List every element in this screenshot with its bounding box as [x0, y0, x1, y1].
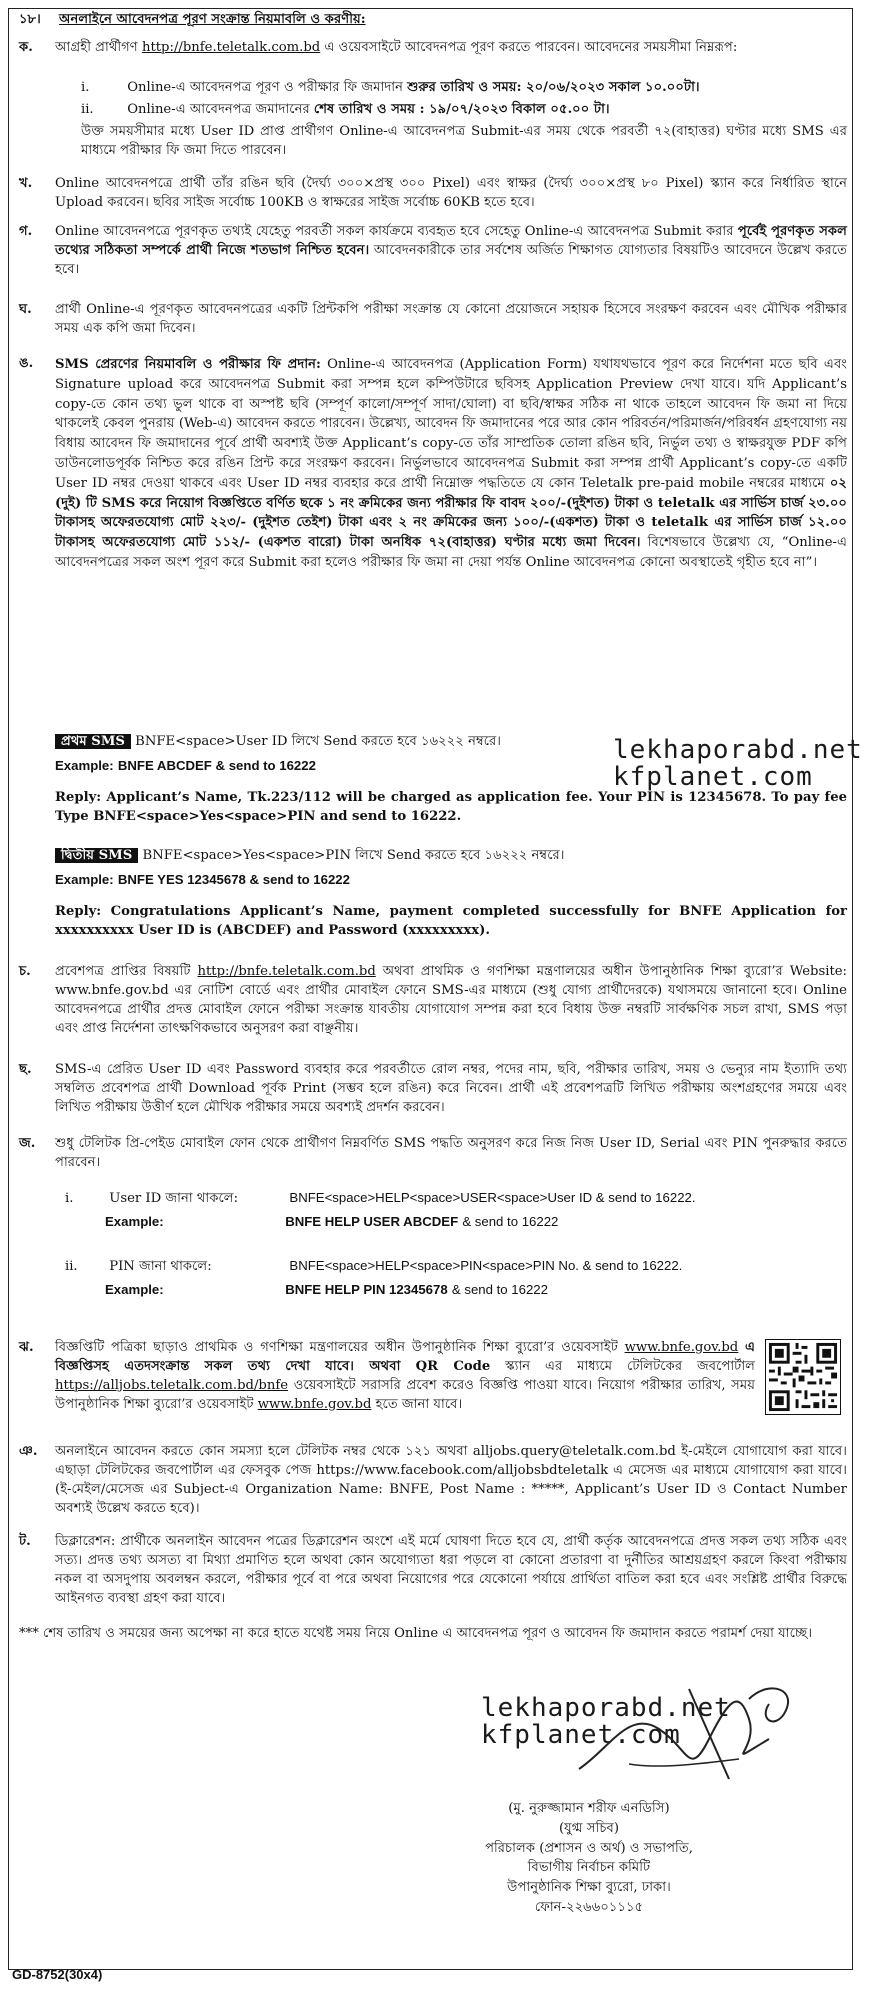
start-date: শুরুর তারিখ ও সময়: ২০/০৬/২০২৩ সকাল ১০.০০টা। — [407, 80, 700, 95]
item-jh — [55, 1339, 755, 1415]
item-nya: অনলাইনে আবেদন করতে কোন সমস্যা হলে টেলিটক নম্বর থেকে ১২১ অথবা alljobs.query@teletalk.com.bd ই-মেইলে যোগাযোগ করা যাবে। এছাড়া টেলিটকের জবপোর্টাল এর ফেসবুক পেজ https://www.facebook.com/alljobsbdteletalk এ মেসেজ এর মাধ্যমে যোগাযোগ করা যাবে। (ই-মেইল/মেসেজ এর Subject-এ Organization Name: BNFE, Post Name : *****, Applicant’s User ID ও Contact Number অবশ্যই উল্লেখ করতে হবে)। — [55, 1444, 847, 1516]
item-ch-text: প্রবেশপত্র প্রাপ্তির বিষয়টি — [55, 964, 191, 979]
item-gh-marker: ঘ. — [19, 302, 32, 317]
footnote: *** শেষ তারিখ ও সময়ের জন্য অপেক্ষা না করে হাতে যথেষ্ট সময় নিয়ে Online এ আবেদনপত্র পূরণ ও আবেদন ফি জমাদান করতে পরামর্শ দেয়া যাচ্ছে। — [19, 1626, 813, 1641]
item-k-i-label: i. — [81, 80, 90, 95]
item-t-marker: ট. — [19, 1534, 31, 1549]
recover-pin — [65, 1257, 845, 1277]
item-kh: Online আবেদনপত্রে প্রার্থী তাঁর রঙিন ছবি (দৈর্ঘ্য ৩০০×প্রস্থ ৩০০ Pixel) এবং স্বাক্ষর (দৈর্ঘ্য ৩০০×প্রস্থ ৮০ Pixel) স্ক্যান করে নির্ধারিত স্থানে Upload করবেন। ছবির সাইজ সর্বোচ্চ 100KB ও স্বাক্ষরের সাইজ সর্বোচ্চ 60KB হতে হবে। — [55, 176, 847, 210]
recover-ii-pre: PIN জানা থাকলে: — [109, 1259, 212, 1274]
item-g — [55, 223, 847, 280]
item-k — [55, 39, 847, 58]
section-heading — [19, 11, 839, 30]
sms1-reply: Reply: Applicant’s Name, Tk.223/112 will be charged as application fee. Your PIN is 12345678. To pay fee Type BNFE<space>Yes<space>PIN and send to 16222. — [55, 790, 847, 824]
item-j-marker: জ. — [19, 1136, 36, 1151]
item-g-bold: পূর্বেই পূরণকৃত সকল তথ্যের সঠিকতা সম্পর্কে প্রার্থী নিজে শতভাগ নিশ্চিত হবেন। — [55, 224, 847, 258]
item-jh-text-3: ওয়েবসাইটে সরাসরি প্রবেশ করেও বিজ্ঞপ্তি পাওয়া যাবে। নিয়োগ পরীক্ষার তারিখ, সময় উপানুষ্ঠানিক শিক্ষা ব্যুরো’র ওয়েবসাইট — [55, 1377, 755, 1412]
sms1-example-text: BNFE ABCDEF & send to 16222 — [117, 758, 316, 773]
item-g-marker: গ. — [19, 224, 33, 239]
bnfe-site-link-2[interactable]: www.bnfe.gov.bd — [257, 1396, 372, 1412]
item-ch-marker: চ. — [19, 964, 31, 979]
sms1-instruction — [55, 733, 575, 752]
sms2-reply: Reply: Congratulations Applicant’s Name, payment completed successfully for BNFE Application for xxxxxxxxxx User ID is (ABCDEF) and Password (xxxxxxxxx). — [55, 904, 847, 938]
recover-i-label: i. — [65, 1191, 74, 1206]
notice-page — [8, 8, 863, 1970]
item-k-marker: ক. — [19, 40, 33, 55]
item-chh: SMS-এ প্রেরিত User ID এবং Password ব্যবহার করে পরবর্তীতে রোল নম্বর, পদের নাম, ছবি, পরীক্ষার তারিখ, সময় ও ভেন্যুর নাম ইত্যাদি তথ্য সম্বলিত প্রবেশপত্র প্রার্থী Download পূর্বক Print (সম্ভব হলে রঙিন) করে নিবেন। প্রার্থী এই প্রবেশপত্রটি লিখিত পরীক্ষায় অংশগ্রহণের সময়ে এবং লিখিত পরীক্ষায় উত্তীর্ণ হলে মৌখিক পরীক্ষার সময়ে অবশ্যই প্রদর্শন করবেন। — [55, 1062, 847, 1115]
item-k-text: আগ্রহী প্রার্থীগণ — [55, 40, 138, 55]
item-ng — [55, 355, 847, 573]
bnfe-site-link[interactable]: www.bnfe.gov.bd — [624, 1340, 739, 1355]
watermark-line-2: kfplanet.com — [613, 762, 813, 793]
sms2-example-label: Example: — [55, 872, 114, 887]
sms2-example — [55, 871, 615, 891]
recover-i-pre: User ID জানা থাকলে: — [109, 1191, 239, 1206]
recover-i-cmd: BNFE<space>HELP<space>USER<space>User ID & send to 16222. — [289, 1190, 696, 1205]
sms1-instr: BNFE<space>User ID লিখে Send করতে হবে ১৬২২২ নম্বরে। — [135, 734, 501, 749]
item-kh-marker: খ. — [19, 176, 33, 191]
watermark-1 — [613, 737, 863, 792]
item-nya-marker: ঞ. — [19, 1444, 38, 1459]
gd-code: GD-8752(30x4) — [12, 1967, 103, 1982]
item-k-i-text: Online-এ আবেদনপত্র পূরণ ও পরীক্ষার ফি জমাদান — [127, 80, 403, 95]
sms-fee-heading: SMS প্রেরণের নিয়মাবলি ও পরীক্ষার ফি প্রদান: — [55, 357, 321, 372]
recover-ii-ex-post: & send to 16222 — [451, 1282, 548, 1297]
sms2-tag: দ্বিতীয় SMS — [55, 848, 138, 863]
item-g-text-2: আবেদনকারীকে তার সর্বশেষ অর্জিত শিক্ষাগত যোগ্যতার বিষয়টিও আবেদনে উল্লেখ করতে হবে। — [55, 242, 847, 277]
item-jh-marker: ঝ. — [19, 1340, 34, 1355]
recover-i-ex-label: Example: — [105, 1214, 164, 1229]
signature-block — [429, 1799, 749, 1918]
item-jh-text-2: স্ক্যান এর মাধ্যমে টেলিটকের জবপোর্টাল — [505, 1358, 755, 1374]
sms1-example-label: Example: — [55, 758, 114, 773]
alljobs-link[interactable]: https://alljobs.teletalk.com.bd/bnfe — [55, 1377, 289, 1393]
sms1-example — [55, 757, 575, 777]
item-j: শুধু টেলিটক প্রি-পেইড মোবাইল ফোন থেকে প্রার্থীগণ নিম্নবর্ণিত SMS পদ্ধতি অনুসরণ করে নিজ নিজ User ID, Serial এবং PIN পুনরুদ্ধার করতে পারবেন। — [55, 1136, 847, 1170]
recover-userid — [65, 1189, 845, 1209]
admit-card-link[interactable]: http://bnfe.teletalk.com.bd — [197, 964, 376, 979]
item-k-text-2: এ ওয়েবসাইটে আবেদনপত্র পূরণ করতে পারবেন। আবেদনের সময়সীমা নিম্নরূপ: — [324, 40, 738, 55]
sms2-instr: BNFE<space>Yes<space>PIN লিখে Send করতে হবে ১৬২২২ নম্বরে। — [142, 848, 565, 863]
qr-code-icon — [765, 1339, 841, 1415]
item-k-i — [81, 79, 851, 98]
item-ng-text: Online-এ আবেদনপত্র (Application Form) যথাযথভাবে পূরণ করে নির্দেশনা মতে ছবি এবং Signature upload করে আবেদনপত্র Submit করা সম্পন্ন হলে কম্পিউটারে ছবিসহ Application Preview দেখা যাবে। যদি Applicant’s copy-তে কোন তথ্য ভুল থাকে বা অস্পষ্ট ছবি (সম্পূর্ণ কালো/সম্পূর্ণ সাদা/ঘোলা) বা ছবি/স্বাক্ষর সঠিক না থাকে তাহলে আবেদন ফি জমা না দিয়ে থাকলেই কেবল পুনরায় (Web-এ) আবেদন করতে পারবেন। উল্লেখ্য, আবেদন ফি জমাদানের পরে আর কোন পরিবর্তন/পরিমার্জন/পরিবর্ধন গ্রহণযোগ্য নয় বিধায় আবেদন ফি জমাদানের পূর্বে প্রার্থী অবশ্যই উক্ত Applicant’s copy-তে তাঁর সাম্প্রতিক তোলা রঙিন ছবি, নির্ভুল তথ্য ও স্বাক্ষরযুক্ত PDF কপি ডাউনলোডপূর্বক নিশ্চিত করে রঙিন প্রিন্ট করে সংরক্ষণ করবেন। নির্ভুলভাবে আবেদনপত্র Submit করা সম্পন্ন প্রার্থী Applicant’s copy-তে একটি User ID নম্বর দেওয়া থাকবে এবং User ID নম্বর ব্যবহার করে প্রার্থী নিম্নোক্ত পদ্ধতিতে যে কোন Teletalk pre-paid mobile নম্বরের মাধ্যমে — [55, 357, 847, 491]
signatory-title-3: উপানুষ্ঠানিক শিক্ষা ব্যুরো, ঢাকা। — [507, 1880, 671, 1896]
signatory-phone: ফোন-২২৬৬০১১১৫ — [534, 1899, 644, 1915]
item-gh: প্রার্থী Online-এ পূরণকৃত আবেদনপত্রের একটি প্রিন্টকপি পরীক্ষা সংক্রান্ত যে কোনো প্রয়োজনে সহায়ক হিসেবে সংরক্ষণ করবেন এবং মৌখিক পরীক্ষার সময় এক কপি জমা দিবেন। — [55, 302, 847, 336]
signatory-title-1: পরিচালক (প্রশাসন ও অর্থ) ও সভাপতি, — [485, 1840, 693, 1856]
sms2-example-text: BNFE YES 12345678 & send to 16222 — [117, 872, 350, 887]
item-k-note: উক্ত সময়সীমার মধ্যে User ID প্রাপ্ত প্রার্থীগণ Online-এ আবেদনপত্র Submit-এর সময় থেকে পরবর্তী ৭২(বাহাত্তর) ঘণ্টার মধ্যে SMS এর মাধ্যমে পরীক্ষার ফি জমা দিতে পারবেন। — [81, 124, 847, 158]
watermark-line-1: lekhaporabd.net — [613, 735, 863, 765]
fee-details: ০২ (দুই) টি SMS করে নিয়োগ বিজ্ঞপ্তিতে বর্ণিত ছকে ১ নং ক্রমিকের জন্য পরীক্ষার ফি বাবদ ২০০/-(দুইশত) টাকা ও teletalk এর সার্ভিস চার্জ ২৩.০০ টাকাসহ অফেরতযোগ্য মোট ২২৩/- (দুইশত তেইশ) টাকা এবং ২ নং ক্রমিকের জন্য ১০০/-(একশত) টাকা ও teletalk এর সার্ভিস চার্জ ১২.০০ টাকাসহ অফেরতযোগ্য মোট ১১২/- (একশত বারো) টাকা অনধিক ৭২(বাহাত্তর) ঘণ্টার মধ্যে জমা দিবেন। — [55, 475, 847, 551]
item-k-ii — [81, 101, 851, 120]
item-jh-text-4: হতে জানা যাবে। — [375, 1396, 463, 1412]
teletalk-link[interactable]: http://bnfe.teletalk.com.bd — [141, 40, 321, 55]
item-ch-text-2: অথবা প্রাথমিক ও গণশিক্ষা মন্ত্রণালয়ের অধীন উপানুষ্ঠানিক শিক্ষা ব্যুরো’র Website: www.bnfe.gov.bd এর নোটিশ বোর্ডে এবং প্রার্থীর মোবাইল ফোনে SMS-এর মাধ্যমে (শুধু যোগ্য প্রার্থীদেরকে) যথাসময়ে জানানো হবে। Online আবেদনপত্রে প্রার্থীর প্রদত্ত মোবাইল ফোনে পরীক্ষা সংক্রান্ত যাবতীয় যোগাযোগ সম্পন্ন করা হবে বিধায় উক্ত নম্বরটি সার্বক্ষণিক সচল রাখা, SMS পড়া এবং প্রাপ্ত নির্দেশনা তাৎক্ষণিকভাবে অনুসরণ করা বাঞ্ছনীয়। — [55, 964, 847, 1036]
item-jh-bold: এ বিজ্ঞপ্তিসহ এতদসংক্রান্ত সকল তথ্য দেখা যাবে। অথবা QR Code — [55, 1340, 755, 1374]
signatory-name: (মু. নুরুজ্জামান শরীফ এনডিসি) — [508, 1801, 670, 1816]
item-g-text: Online আবেদনপত্রে পূরণকৃত তথ্যই যেহেতু পরবর্তী সকল কার্যক্রমে ব্যবহৃত হবে সেহেতু Online-এ আবেদনপত্র Submit করার — [55, 224, 734, 239]
item-t: ডিক্লারেশন: প্রার্থীকে অনলাইন আবেদন পত্রের ডিক্লারেশন অংশে এই মর্মে ঘোষণা দিতে হবে যে, প্রার্থী কর্তৃক আবেদনপত্রে প্রদত্ত সকল তথ্য সঠিক এবং সত্য। প্রদত্ত তথ্য অসত্য বা মিথ্যা প্রমাণিত হলে অথবা কোন অযোগ্যতা ধরা পড়লে বা কোনো প্রতারণা বা দুর্নীতির আশ্রয়গ্রহণ করলে কিংবা পরীক্ষায় নকল বা অসদুপায় অবলম্বন করলে, পরীক্ষার পূর্বে বা পরে অথবা নিয়োগের পরে যেকোনো পর্যায়ে প্রার্থিতা বাতিল করা হবে এবং সংশ্লিষ্ট প্রার্থীর বিরুদ্ধে আইনগত ব্যবস্থা গ্রহণ করা যাবে। — [55, 1534, 847, 1606]
item-chh-marker: ছ. — [19, 1062, 32, 1077]
item-k-ii-label: ii. — [81, 102, 94, 117]
recover-ii-label: ii. — [65, 1259, 78, 1274]
watermark-2-line-1: lekhaporabd.net — [481, 1693, 731, 1723]
signatory-rank: (যুগ্ম সচিব) — [559, 1820, 619, 1836]
recover-i-ex: BNFE HELP USER ABCDEF — [285, 1214, 459, 1229]
item-ng-marker: ঙ. — [19, 356, 34, 371]
signature-scribble — [569, 1669, 809, 1789]
item-jh-text: বিজ্ঞপ্তিটি পত্রিকা ছাড়াও প্রাথমিক ও গণশিক্ষা মন্ত্রণালয়ের অধীন উপানুষ্ঠানিক শিক্ষা ব্যুরো’র ওয়েবসাইট — [55, 1340, 618, 1355]
watermark-2-line-2: kfplanet.com — [481, 1720, 681, 1751]
end-date: শেষ তারিখ ও সময় : ১৯/০৭/২০২৩ বিকাল ০৫.০০ টা। — [313, 102, 610, 117]
recover-ii-cmd: BNFE<space>HELP<space>PIN<space>PIN No. & send to 16222. — [289, 1258, 683, 1273]
section-number: ১৮। — [19, 12, 41, 27]
recover-i-ex-post: & send to 16222 — [462, 1214, 559, 1229]
recover-userid-example — [105, 1213, 845, 1233]
recover-pin-example — [105, 1281, 845, 1301]
sms2-instruction — [55, 847, 615, 866]
item-k-ii-text: Online-এ আবেদনপত্র জমাদানের — [127, 102, 310, 117]
item-ch — [55, 963, 847, 1039]
recover-ii-ex-label: Example: — [105, 1282, 164, 1297]
recover-ii-ex: BNFE HELP PIN 12345678 — [285, 1282, 448, 1297]
item-ng-text-2: বিশেষভাবে উল্লেখ্য যে, “Online-এ আবেদনপত্রের সকল অংশ পূরণ করে Submit করা হলেও পরীক্ষার ফি জমা না দেয়া পর্যন্ত Online আবেদনপত্র কোনো অবস্থাতেই গৃহীত হবে না”। — [55, 535, 847, 570]
sms1-tag: প্রথম SMS — [55, 734, 131, 749]
signatory-title-2: বিভাগীয় নির্বাচন কমিটি — [527, 1860, 651, 1876]
section-title: অনলাইনে আবেদনপত্র পূরণ সংক্রান্ত নিয়মাবলি ও করণীয়: — [59, 12, 366, 27]
